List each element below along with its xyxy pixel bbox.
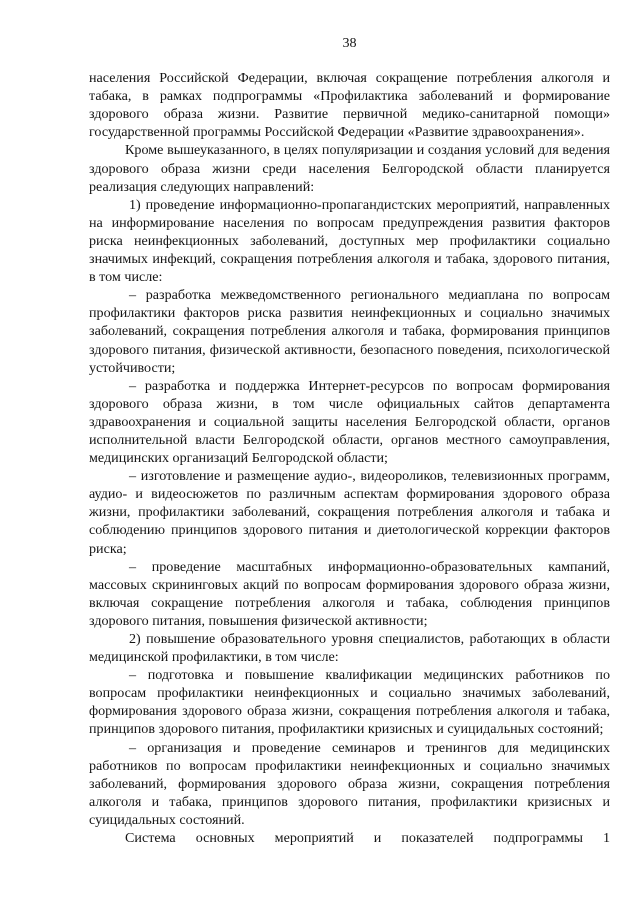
page-number: 38 <box>342 35 357 51</box>
sub-item-campaigns: – проведение масштабных информационно-образовательных кампаний, массовых скрининговых акций по вопросам формирования здорового образа жизни, включая сокращение потребления алкоголя и табака, соблюдения принципов здорового питания, повышения физической активности; <box>89 558 610 629</box>
sub-item-internet-resources: – разработка и поддержка Интернет-ресурсов по вопросам формирования здорового образа жизни, в том числе официальных сайтов департамента здравоохранения и социальной защиты населения Белгородской области, органов исполнительной власти Белгородской области, органов местного самоуправления, медицинских организаций Белгородской области; <box>89 377 610 467</box>
paragraph-2: Кроме вышеуказанного, в целях популяризации и создания условий для ведения здорового образа жизни среди населения Белгородской области планируется реализация следующих направлений: <box>89 142 610 195</box>
sub-item-seminars: – организация и проведение семинаров и тренингов для медицинских работников по вопросам профилактики неинфекционных и социально значимых заболеваний, формирования здорового образа жизни, сокращения потребления алкоголя и табака, принципов здорового питания, профилактики кризисных и суицидальных состояний. <box>89 739 610 828</box>
list-item-2: 2) повышение образовательного уровня специалистов, работающих в области медицинской профилактики, в том числе: <box>89 631 610 666</box>
sub-item-training: – подготовка и повышение квалификации медицинских работников по вопросам профилактики неинфекционных и социально значимых заболеваний, формирования здорового образа жизни, сокращения потребления алкоголя и табака, принципов здорового питания, профилактики кризисных и суицидальных состояний; <box>89 667 610 738</box>
sub-item-video-production: – изготовление и размещение аудио-, видеороликов, телевизионных программ, аудио- и видеосюжетов по различным аспектам формирования здорового образа жизни, профилактики заболеваний, сокращения потребления алкоголя и табака и соблюдению принципов здорового питания и диетологической коррекции факторов риска; <box>89 468 610 557</box>
paragraph-final: Система основных мероприятий и показателей подпрограммы 1 <box>125 830 610 847</box>
list-item-1: 1) проведение информационно-пропагандистских мероприятий, направленных на информирование населения по вопросам предупреждения развития факторов риска неинфекционных заболеваний, доступных мер профилактики социально значимых инфекций, сокращения потребления алкоголя и табака, здорового питания, в том числе: <box>89 196 610 286</box>
sub-item-media-plan: – разработка межведомственного регионального медиаплана по вопросам профилактики факторов риска развития неинфекционных и социально значимых заболеваний, сокращения потребления алкоголя и табака, формирования принципов здорового питания, физической активности, безопасного поведения, психологической устойчивости; <box>89 287 610 376</box>
paragraph-1: населения Российской Федерации, включая сокращение потребления алкоголя и табака, в рамках подпрограммы «Профилактика заболеваний и формирование здорового образа жизни. Развитие первичной медико-санитарной помощи» государственной программы Российской Федерации «Развитие здравоохранения». <box>89 70 610 141</box>
